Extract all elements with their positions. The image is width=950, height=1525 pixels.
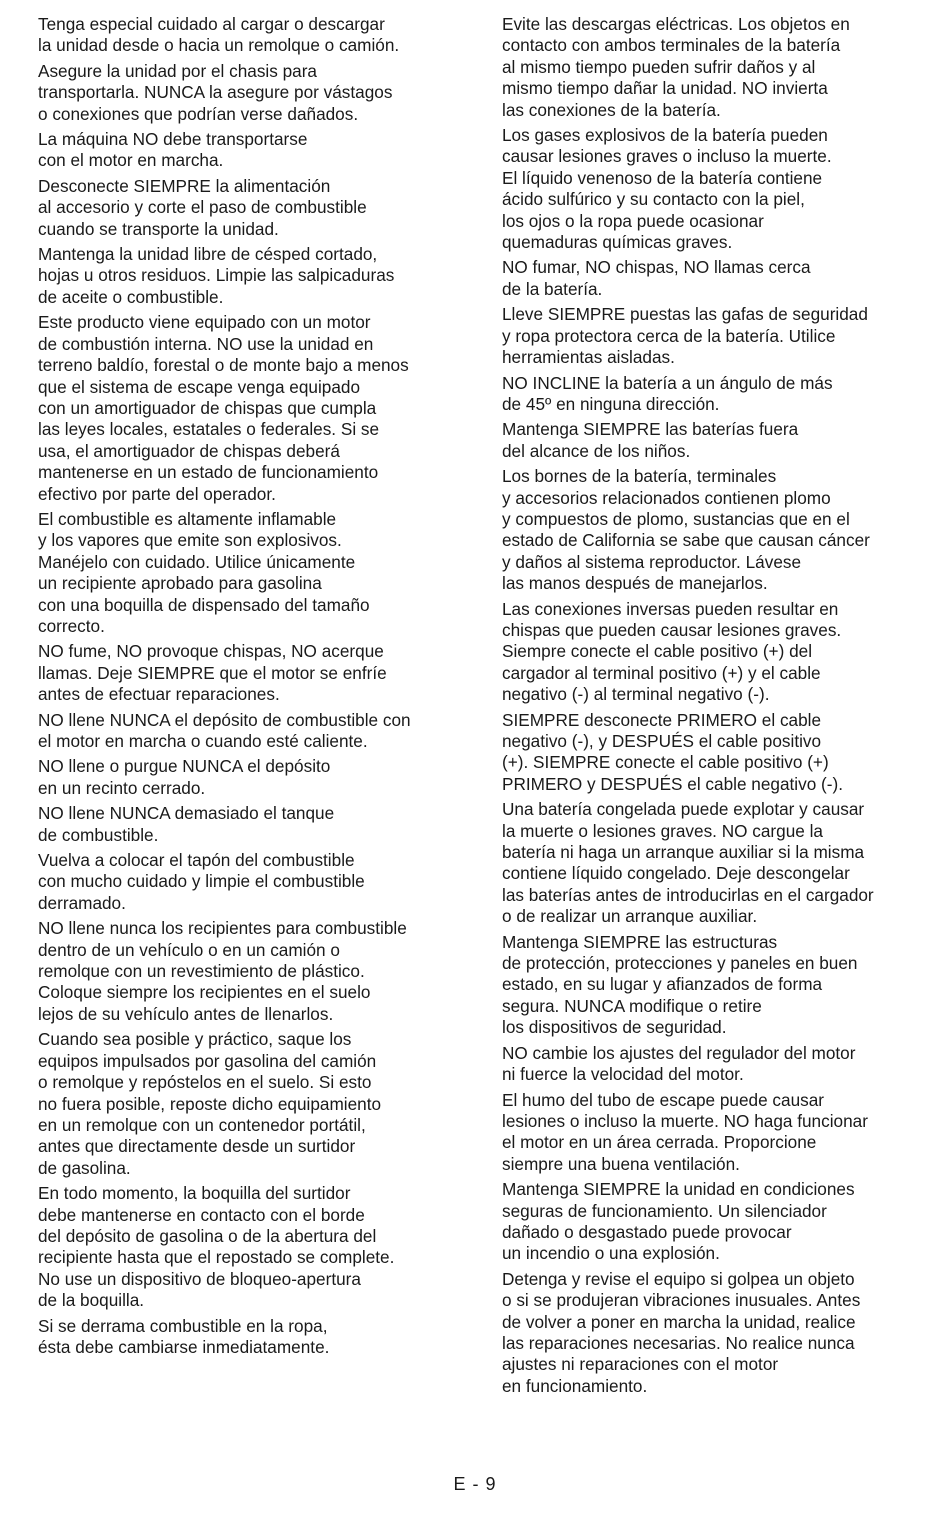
paragraph: Vuelva a colocar el tapón del combustible con mucho cuidado y limpie el combustible derramado. bbox=[38, 850, 365, 913]
paragraph: Mantenga SIEMPRE las estructuras de protección, protecciones y paneles en buen estado, en su lugar y afianzados de forma segura. NUNCA modifique o retire los dispositivos de seguridad. bbox=[502, 931, 858, 1038]
paragraph: Una batería congelada puede explotar y causar la muerte o lesiones graves. NO cargue la batería ni haga un arranque auxiliar si la misma contiene líquido congelado. Deje descongelar las baterías antes de introducirlas en el cargador o de realizar un arranque auxiliar. bbox=[502, 799, 874, 927]
paragraph: Tenga especial cuidado al cargar o descargar la unidad desde o hacia un remolque o camión. bbox=[38, 14, 400, 56]
paragraph: Desconecte SIEMPRE la alimentación al accesorio y corte el paso de combustible cuando se transporte la unidad. bbox=[38, 175, 367, 239]
right-column bbox=[502, 14, 934, 1401]
paragraph: Mantenga SIEMPRE las baterías fuera del alcance de los niños. bbox=[502, 419, 799, 461]
paragraph: Los bornes de la batería, terminales y accesorios relacionados contienen plomo y compuestos de plomo, sustancias que en el estado de California se sabe que causan cáncer y daños al sistema reproductor. Lávese las manos después de manejarlos. bbox=[502, 466, 870, 594]
paragraph: NO llene o purgue NUNCA el depósito en un recinto cerrado. bbox=[38, 756, 331, 798]
paragraph: NO llene NUNCA demasiado el tanque de combustible. bbox=[38, 803, 335, 845]
paragraph: Detenga y revise el equipo si golpea un objeto o si se produjeran vibraciones inusuales. Antes de volver a poner en marcha la unidad, realice las reparaciones necesarias. No realice nunca ajustes ni reparaciones con el motor en funcionamiento. bbox=[502, 1268, 861, 1396]
left-column bbox=[38, 14, 470, 1362]
paragraph: El combustible es altamente inflamable y los vapores que emite son explosivos. Manéjelo con cuidado. Utilice únicamente un recipiente aprobado para gasolina con una boquilla de dispensado del tamaño correcto. bbox=[38, 508, 370, 636]
paragraph: Mantenga SIEMPRE la unidad en condiciones seguras de funcionamiento. Un silenciador dañado o desgastado puede provocar un incendio o una explosión. bbox=[502, 1179, 855, 1264]
paragraph: Este producto viene equipado con un motor de combustión interna. NO use la unidad en terreno baldío, forestal o de monte bajo a menos que el sistema de escape venga equipado con un amortiguador de chispas que cumpla las leyes locales, estatales o federales. Si se usa, el amortiguador de chispas deberá mantenerse en un estado de funcionamiento efectivo por parte del operador. bbox=[38, 312, 409, 504]
paragraph: NO llene nunca los recipientes para combustible dentro de un vehículo o en un camión o remolque con un revestimiento de plástico. Coloque siempre los recipientes en el suelo lejos de su vehículo antes de llenarlos. bbox=[38, 918, 407, 1024]
paragraph: El humo del tubo de escape puede causar lesiones o incluso la muerte. NO haga funcionar el motor en un área cerrada. Proporcione siempre una buena ventilación. bbox=[502, 1089, 868, 1174]
paragraph: NO cambie los ajustes del regulador del motor ni fuerce la velocidad del motor. bbox=[502, 1042, 856, 1085]
paragraph: Si se derrama combustible en la ropa, ésta debe cambiarse inmediatamente. bbox=[38, 1315, 330, 1357]
paragraph: Los gases explosivos de la batería pueden causar lesiones graves o incluso la muerte. El líquido venenoso de la batería contiene ácido sulfúrico y su contacto con la piel, los ojos o la ropa puede ocasionar quemaduras químicas graves. bbox=[502, 125, 832, 253]
paragraph: SIEMPRE desconecte PRIMERO el cable negativo (-), y DESPUÉS el cable positivo (+). SIEMPRE conecte el cable positivo (+) PRIMERO y DESPUÉS el cable negativo (-). bbox=[502, 709, 843, 794]
paragraph: Cuando sea posible y práctico, saque los equipos impulsados por gasolina del camión o remolque y repóstelos en el suelo. Si esto no fuera posible, reposte dicho equipamiento en un remolque con un contenedor portátil, antes que directamente desde un surtidor de gasolina. bbox=[38, 1029, 382, 1178]
paragraph: NO fumar, NO chispas, NO llamas cerca de la batería. bbox=[502, 257, 811, 299]
paragraph: NO INCLINE la batería a un ángulo de más de 45º en ninguna dirección. bbox=[502, 372, 833, 414]
page-number: E - 9 bbox=[453, 1474, 497, 1494]
paragraph: En todo momento, la boquilla del surtidor debe mantenerse en contacto con el borde del depósito de gasolina o de la abertura del recipiente hasta que el repostado se complete. No use un dispositivo de bloqueo-apertura de la boquilla. bbox=[38, 1183, 395, 1311]
paragraph: Las conexiones inversas pueden resultar en chispas que pueden causar lesiones graves. Siempre conecte el cable positivo (+) del cargador al terminal positivo (+) y el cable negativo (-) al terminal negativo (-). bbox=[502, 598, 842, 705]
paragraph: La máquina NO debe transportarse con el motor en marcha. bbox=[38, 129, 308, 171]
paragraph: Mantenga la unidad libre de césped cortado, hojas u otros residuos. Limpie las salpicaduras de aceite o combustible. bbox=[38, 244, 395, 307]
paragraph: Evite las descargas eléctricas. Los objetos en contacto con ambos terminales de la batería al mismo tiempo pueden sufrir daños y al mismo tiempo dañar la unidad. NO invierta las conexiones de la batería. bbox=[502, 14, 850, 120]
paragraph: NO llene NUNCA el depósito de combustible con el motor en marcha o cuando esté caliente. bbox=[38, 709, 411, 751]
paragraph: NO fume, NO provoque chispas, NO acerque llamas. Deje SIEMPRE que el motor se enfríe antes de efectuar reparaciones. bbox=[38, 641, 387, 705]
paragraph: Asegure la unidad por el chasis para transportarla. NUNCA la asegure por vástagos o conexiones que podrían verse dañados. bbox=[38, 60, 393, 124]
paragraph: Lleve SIEMPRE puestas las gafas de seguridad y ropa protectora cerca de la batería. Utilice herramientas aisladas. bbox=[502, 304, 868, 368]
